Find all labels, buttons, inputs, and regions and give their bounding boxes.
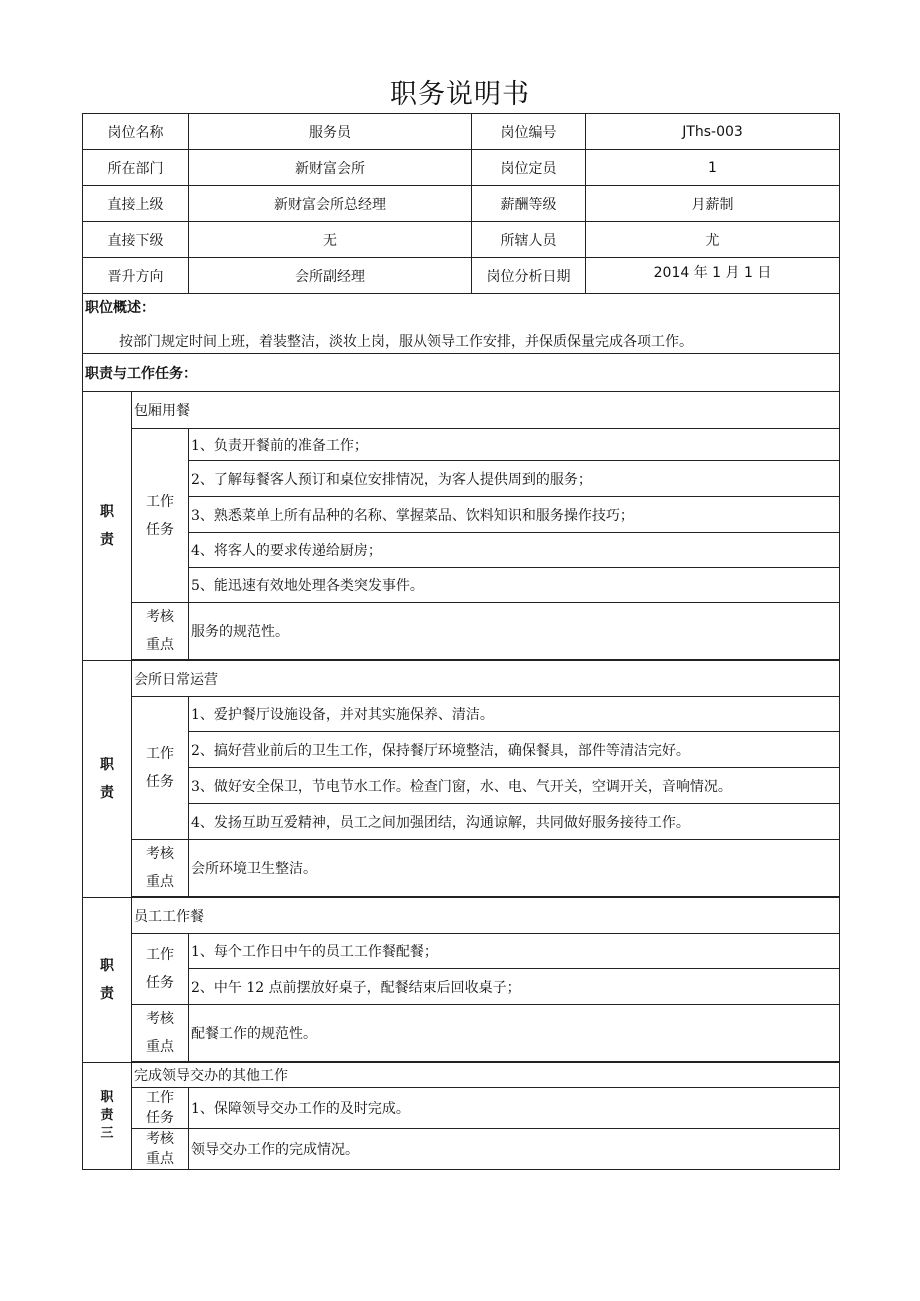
- duty-title: 会所日常运营: [132, 661, 840, 697]
- review-text: 服务的规范性。: [189, 603, 840, 660]
- review-label: 考核 重点: [132, 1005, 189, 1062]
- task-item: 1、每个工作日中午的员工工作餐配餐；: [189, 934, 840, 969]
- review-label: 考核 重点: [132, 603, 189, 660]
- task-item: 1、负责开餐前的准备工作；: [189, 429, 840, 461]
- duty-title-row: [83, 661, 840, 697]
- task-label: 工作 任务: [132, 697, 189, 840]
- task-row: [83, 934, 840, 969]
- header-row: [83, 258, 840, 294]
- header-row: [83, 150, 840, 186]
- task-item: 4、将客人的要求传递给厨房；: [189, 533, 840, 568]
- field-label: 所辖人员: [472, 222, 586, 258]
- review-text: 配餐工作的规范性。: [189, 1005, 840, 1062]
- review-row: [83, 1129, 840, 1170]
- header-row: [83, 222, 840, 258]
- field-value: 月薪制: [586, 186, 840, 222]
- task-item: 3、熟悉菜单上所有品种的名称、掌握菜品、饮料知识和服务操作技巧；: [189, 497, 840, 533]
- review-text: 领导交办工作的完成情况。: [189, 1129, 840, 1170]
- field-label: 直接上级: [83, 186, 189, 222]
- summary-label: 职位概述：: [85, 299, 155, 316]
- job-description-table: [82, 113, 840, 1170]
- task-item: 1、保障领导交办工作的及时完成。: [189, 1088, 840, 1129]
- duty-side-label: 职 责: [83, 392, 132, 661]
- field-value: 新财富会所: [189, 150, 472, 186]
- field-value: 尤: [586, 222, 840, 258]
- field-value: 会所副经理: [189, 258, 472, 294]
- summary-row: [83, 294, 840, 354]
- field-value: 新财富会所总经理: [189, 186, 472, 222]
- field-label: 薪酬等级: [472, 186, 586, 222]
- field-value: JThs-003: [586, 114, 840, 150]
- review-row: [83, 840, 840, 897]
- review-label: 考核 重点: [132, 840, 189, 897]
- duty-side-label: 职 责: [83, 661, 132, 898]
- duties-label: 职责与工作任务：: [83, 354, 840, 392]
- field-value: 服务员: [189, 114, 472, 150]
- duty-side-label: 职 责: [83, 898, 132, 1063]
- header-row: [83, 114, 840, 150]
- task-label: 工作 任务: [132, 429, 189, 603]
- duty-title: 员工工作餐: [132, 898, 840, 934]
- task-item: 2、搞好营业前后的卫生工作，保持餐厅环境整洁，确保餐具，部件等清洁完好。: [189, 732, 840, 768]
- field-label: 岗位分析日期: [472, 258, 586, 294]
- task-row: [83, 697, 840, 732]
- task-item: 5、能迅速有效地处理各类突发事件。: [189, 568, 840, 603]
- field-label: 岗位名称: [83, 114, 189, 150]
- duty-title-row: [83, 1063, 840, 1088]
- task-item: 2、了解每餐客人预订和桌位安排情况，为客人提供周到的服务；: [189, 461, 840, 497]
- duty-side-label: 职 责 三: [83, 1063, 132, 1170]
- duties-heading-row: [83, 354, 840, 392]
- field-value: 无: [189, 222, 472, 258]
- task-label: 工作 任务: [132, 934, 189, 1005]
- duty-title-row: [83, 898, 840, 934]
- field-label: 岗位定员: [472, 150, 586, 186]
- header-row: [83, 186, 840, 222]
- task-item: 3、做好安全保卫，节电节水工作。检查门窗，水、电、气开关，空调开关，音响情况。: [189, 768, 840, 804]
- field-label: 所在部门: [83, 150, 189, 186]
- duty-title: 包厢用餐: [132, 392, 840, 429]
- task-label: 工作 任务: [132, 1088, 189, 1129]
- review-row: [83, 603, 840, 660]
- field-label: 晋升方向: [83, 258, 189, 294]
- review-row: [83, 1005, 840, 1062]
- task-item: 2、中午 12 点前摆放好桌子，配餐结束后回收桌子；: [189, 969, 840, 1005]
- field-label: 岗位编号: [472, 114, 586, 150]
- summary-text: 按部门规定时间上班，着装整洁，淡妆上岗，服从领导工作安排，并保质保量完成各项工作。: [119, 333, 693, 350]
- duty-title-row: [83, 392, 840, 429]
- review-label: 考核 重点: [132, 1129, 189, 1170]
- review-text: 会所环境卫生整洁。: [189, 840, 840, 897]
- page-title: 职务说明书: [390, 79, 530, 110]
- field-value: 1: [586, 150, 840, 186]
- task-item: 1、爱护餐厅设施设备，并对其实施保养、清洁。: [189, 697, 840, 732]
- field-label: 直接下级: [83, 222, 189, 258]
- task-row: [83, 1088, 840, 1129]
- task-item: 4、发扬互助互爱精神，员工之间加强团结，沟通谅解，共同做好服务接待工作。: [189, 804, 840, 840]
- field-value: 2014 年 1 月 1 日: [586, 258, 840, 294]
- duty-title: 完成领导交办的其他工作: [132, 1063, 840, 1088]
- task-row: [83, 429, 840, 461]
